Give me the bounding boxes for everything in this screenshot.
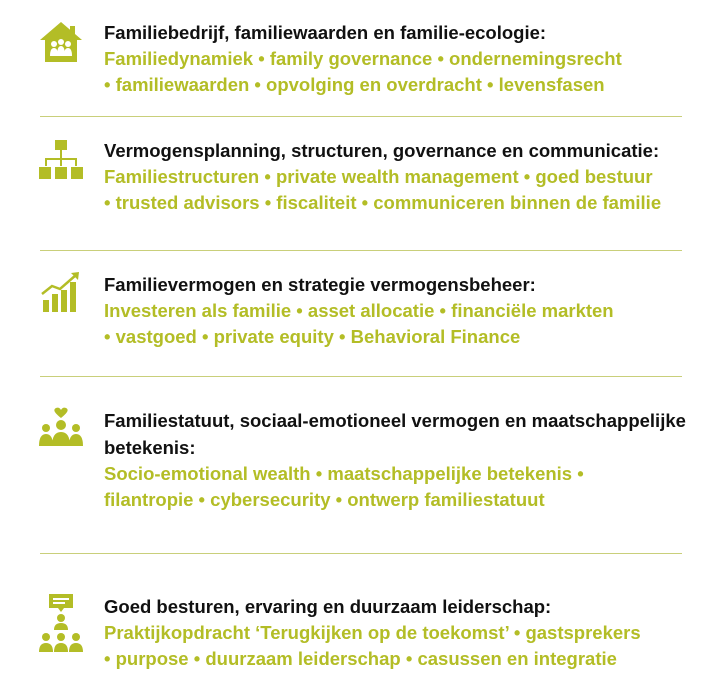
- section-topics-line: Familiestructuren • private wealth management • goed bestuur: [104, 166, 653, 187]
- section-title: Familievermogen en strategie vermogensbeheer:: [104, 274, 536, 295]
- section-title: Familiestatuut, sociaal-emotioneel vermogen en maatschappelijke betekenis:: [104, 410, 686, 458]
- section-topics-line: • familiewaarden • opvolging en overdracht • levensfasen: [104, 74, 605, 95]
- section-topics-line: filantropie • cybersecurity • ontwerp familiestatuut: [104, 489, 545, 510]
- section-title: Goed besturen, ervaring en duurzaam leiderschap:: [104, 596, 552, 617]
- family-house-icon: [38, 20, 84, 66]
- divider: [40, 250, 682, 251]
- speaker-audience-icon: [38, 594, 84, 654]
- section-topics-line: • vastgoed • private equity • Behavioral Finance: [104, 326, 521, 347]
- org-structure-icon: [38, 138, 84, 184]
- section-topics-line: Praktijkopdracht ‘Terugkijken op de toekomst’ • gastsprekers: [104, 622, 641, 643]
- section-title: Familiebedrijf, familiewaarden en familie-ecologie:: [104, 22, 547, 43]
- divider: [40, 376, 682, 377]
- divider: [40, 553, 682, 554]
- growth-chart-icon: [38, 270, 84, 316]
- section-title: Vermogensplanning, structuren, governance en communicatie:: [104, 140, 660, 161]
- people-heart-icon: [38, 406, 84, 452]
- divider: [40, 116, 682, 117]
- section-topics-line: Socio-emotional wealth • maatschappelijke betekenis •: [104, 463, 584, 484]
- section-topics-line: • purpose • duurzaam leiderschap • casussen en integratie: [104, 648, 617, 669]
- section-topics-line: • trusted advisors • fiscaliteit • communiceren binnen de familie: [104, 192, 662, 213]
- section-topics-line: Investeren als familie • asset allocatie • financiële markten: [104, 300, 614, 321]
- section-topics-line: Familiedynamiek • family governance • ondernemingsrecht: [104, 48, 622, 69]
